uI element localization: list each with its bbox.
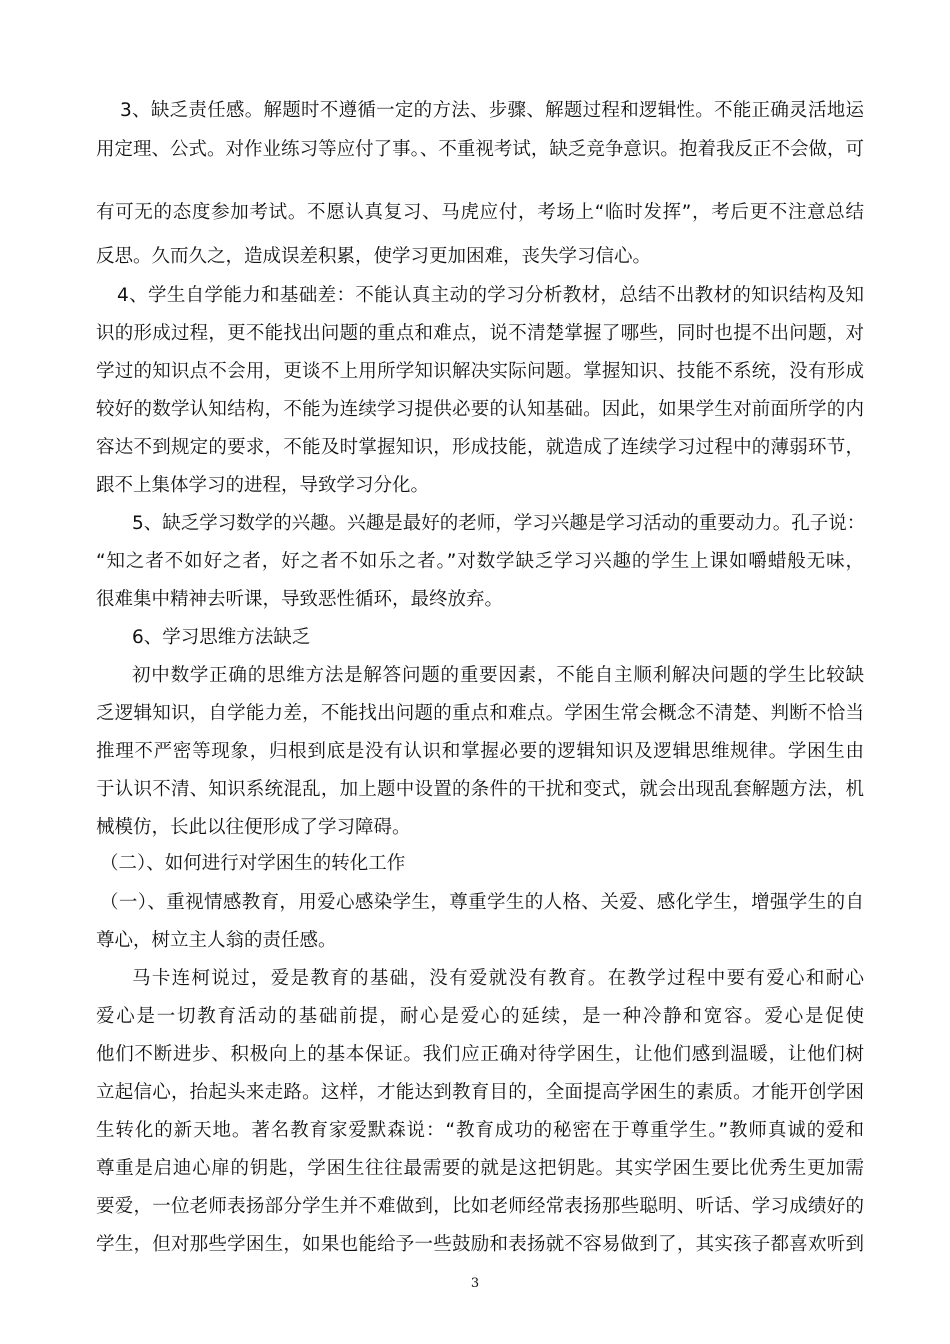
text-line: 爱心是一切教育活动的基础前提，耐心是爱心的延续，是一种冷静和宽容。爱心是促使	[96, 1006, 864, 1027]
text-line: 较好的数学认知结构，不能为连续学习提供必要的认知基础。因此，如果学生对前面所学的内	[96, 399, 864, 420]
text-line: 生转化的新天地。著名教育家爱默森说：“教育成功的秘密在于尊重学生。”教师真诚的爱和	[96, 1120, 864, 1141]
text-line: 械模仿，长此以往便形成了学习障碍。	[96, 817, 411, 838]
text-line: 5、缺乏学习数学的兴趣。兴趣是最好的老师，学习兴趣是学习活动的重要动力。孔子说：	[132, 513, 866, 534]
text-line: 学生，但对那些学困生，如果也能给予一些鼓励和表扬就不容易做到了，其实孩子都喜欢听到	[96, 1234, 864, 1255]
text-line: 乏逻辑知识，自学能力差，不能找出问题的重点和难点。学困生常会概念不清楚、判断不恰当	[96, 703, 864, 724]
text-line: 很难集中精神去听课，导致恶性循环，最终放弃。	[96, 589, 504, 610]
section-heading: 6、学习思维方法缺乏	[132, 627, 311, 648]
text-line: 3、缺乏责任感。解题时不遵循一定的方法、步骤、解题过程和逻辑性。不能正确灵活地运	[120, 100, 864, 121]
text-line: （一）、重视情感教育，用爱心感染学生，尊重学生的人格、关爱、感化学生，增强学生的自	[100, 892, 864, 913]
text-line: 于认识不清、知识系统混乱，加上题中设置的条件的干扰和变式，就会出现乱套解题方法，机	[96, 779, 864, 800]
text-line: 学过的知识点不会用，更谈不上用所学知识解决实际问题。掌握知识、技能不系统，没有形成	[96, 361, 864, 382]
page-number: 3	[470, 1276, 480, 1291]
text-line: 要爱，一位老师表扬部分学生并不难做到，比如老师经常表扬那些聪明、听话、学习成绩好的	[96, 1196, 864, 1217]
text-line: 尊重是启迪心扉的钥匙，学困生往往最需要的就是这把钥匙。其实学困生要比优秀生更加需	[96, 1158, 864, 1179]
text-line: 有可无的态度参加考试。不愿认真复习、马虎应付，考场上“临时发挥”，考后更不注意总结	[96, 202, 864, 223]
text-line: 4、学生自学能力和基础差：不能认真主动的学习分析教材，总结不出教材的知识结构及知	[117, 285, 864, 306]
text-line: 反思。久而久之，造成误差积累，使学习更加困难，丧失学习信心。	[96, 246, 652, 267]
text-line: 立起信心，抬起头来走路。这样，才能达到教育目的，全面提高学困生的素质。才能开创学困	[96, 1082, 864, 1103]
text-line: “知之者不如好之者，好之者不如乐之者。”对数学缺乏学习兴趣的学生上课如嚼蜡般无味，	[96, 551, 864, 572]
text-line: 识的形成过程，更不能找出问题的重点和难点，说不清楚掌握了哪些，同时也提不出问题，对	[96, 323, 864, 344]
text-line: 初中数学正确的思维方法是解答问题的重要因素，不能自主顺利解决问题的学生比较缺	[132, 665, 864, 686]
text-line: 跟不上集体学习的进程，导致学习分化。	[96, 475, 430, 496]
text-line: 容达不到规定的要求，不能及时掌握知识，形成技能，就造成了连续学习过程中的薄弱环节，	[96, 437, 864, 458]
text-line: 马卡连柯说过，爱是教育的基础，没有爱就没有教育。在教学过程中要有爱心和耐心	[132, 968, 864, 989]
section-heading: （二）、如何进行对学困生的转化工作	[100, 853, 406, 874]
text-line: 他们不断进步、积极向上的基本保证。我们应正确对待学困生，让他们感到温暖，让他们树	[96, 1044, 864, 1065]
text-line: 用定理、公式。对作业练习等应付了事。、不重视考试，缺乏竞争意识。抱着我反正不会做，可	[96, 139, 864, 160]
text-line: 尊心，树立主人翁的责任感。	[96, 930, 337, 951]
text-line: 推理不严密等现象，归根到底是没有认识和掌握必要的逻辑知识及逻辑思维规律。学困生由	[96, 741, 864, 762]
